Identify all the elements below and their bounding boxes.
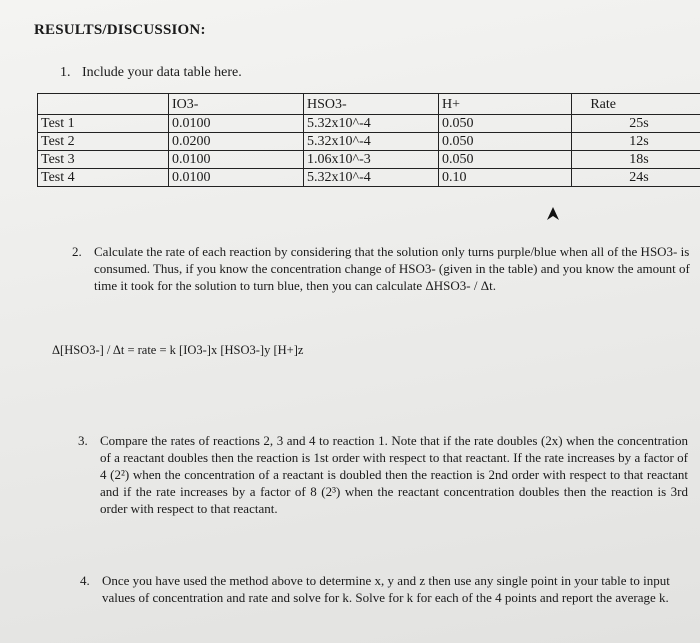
question-4-text: Once you have used the method above to determine x, y and z then use any single point in your table to input values of concentration and rate and solve for k. Solve for k for each of the 4 points and report the average k. [102, 573, 670, 605]
question-3 [78, 432, 693, 517]
table-row [38, 169, 700, 187]
table-cell: 0.0100 [169, 115, 304, 133]
table-row [38, 133, 700, 151]
table-cell: 12s [572, 133, 700, 151]
rate-law-formula: Δ[HSO3-] / Δt = rate = k [IO3-]x [HSO3-]y [H+]z [52, 343, 304, 357]
table-cell: 0.0100 [169, 151, 304, 169]
table-cell: 5.32x10^-4 [304, 115, 439, 133]
question-3-number: 3. [78, 433, 88, 448]
table-header-cell: H+ [439, 94, 572, 115]
question-4-number: 4. [80, 573, 90, 588]
question-3-text: Compare the rates of reactions 2, 3 and 4 to reaction 1. Note that if the rate doubles (2x) when the concentration of a reactant doubles then the reaction is 1st order with respect to that reactant. If the rate increases by a factor of 4 (2²) when the concentration of a reactant is doubled then the reaction is 2nd order with respect to that reactant and if the rate increases by a factor of 8 (2³) when the reactant concentration doubles then the reaction is 3rd order with respect to that reactant. [100, 433, 688, 516]
page-heading: RESULTS/DISCUSSION: [34, 22, 206, 38]
table-cell: 5.32x10^-4 [304, 133, 439, 151]
table-cell: 0.050 [439, 133, 572, 151]
table-cell: 1.06x10^-3 [304, 151, 439, 169]
table-header-cell: Rate [572, 94, 700, 115]
question-1-text: Include your data table here. [82, 65, 242, 80]
table-cell: 5.32x10^-4 [304, 169, 439, 187]
question-2 [72, 243, 697, 294]
table-cell: Test 2 [38, 133, 169, 151]
table-cell: 0.0200 [169, 133, 304, 151]
table-cell: 24s [572, 169, 700, 187]
data-table [37, 93, 700, 187]
mouse-cursor-icon [545, 206, 561, 227]
table-header-row [38, 94, 700, 115]
table-cell: 18s [572, 151, 700, 169]
question-4 [80, 572, 692, 606]
question-2-text: Calculate the rate of each reaction by considering that the solution only turns purple/blue when all of the HSO3- is consumed. Thus, if you know the concentration change of HSO3- (given in the table) and you know the amount of time it took for the solution to turn blue, then you can calculate ΔHSO3- / Δt. [94, 244, 690, 293]
table-cell: 0.050 [439, 115, 572, 133]
table-cell: Test 3 [38, 151, 169, 169]
question-1-number: 1. [60, 65, 71, 80]
table-cell: 0.0100 [169, 169, 304, 187]
table-row [38, 115, 700, 133]
table-cell: 0.050 [439, 151, 572, 169]
table-row [38, 151, 700, 169]
question-2-number: 2. [72, 244, 82, 259]
table-header-cell: HSO3- [304, 94, 439, 115]
table-header-cell [38, 94, 169, 115]
table-cell: Test 4 [38, 169, 169, 187]
table-cell: 25s [572, 115, 700, 133]
table-header-cell: IO3- [169, 94, 304, 115]
table-cell: 0.10 [439, 169, 572, 187]
question-1 [60, 64, 242, 81]
table-cell: Test 1 [38, 115, 169, 133]
